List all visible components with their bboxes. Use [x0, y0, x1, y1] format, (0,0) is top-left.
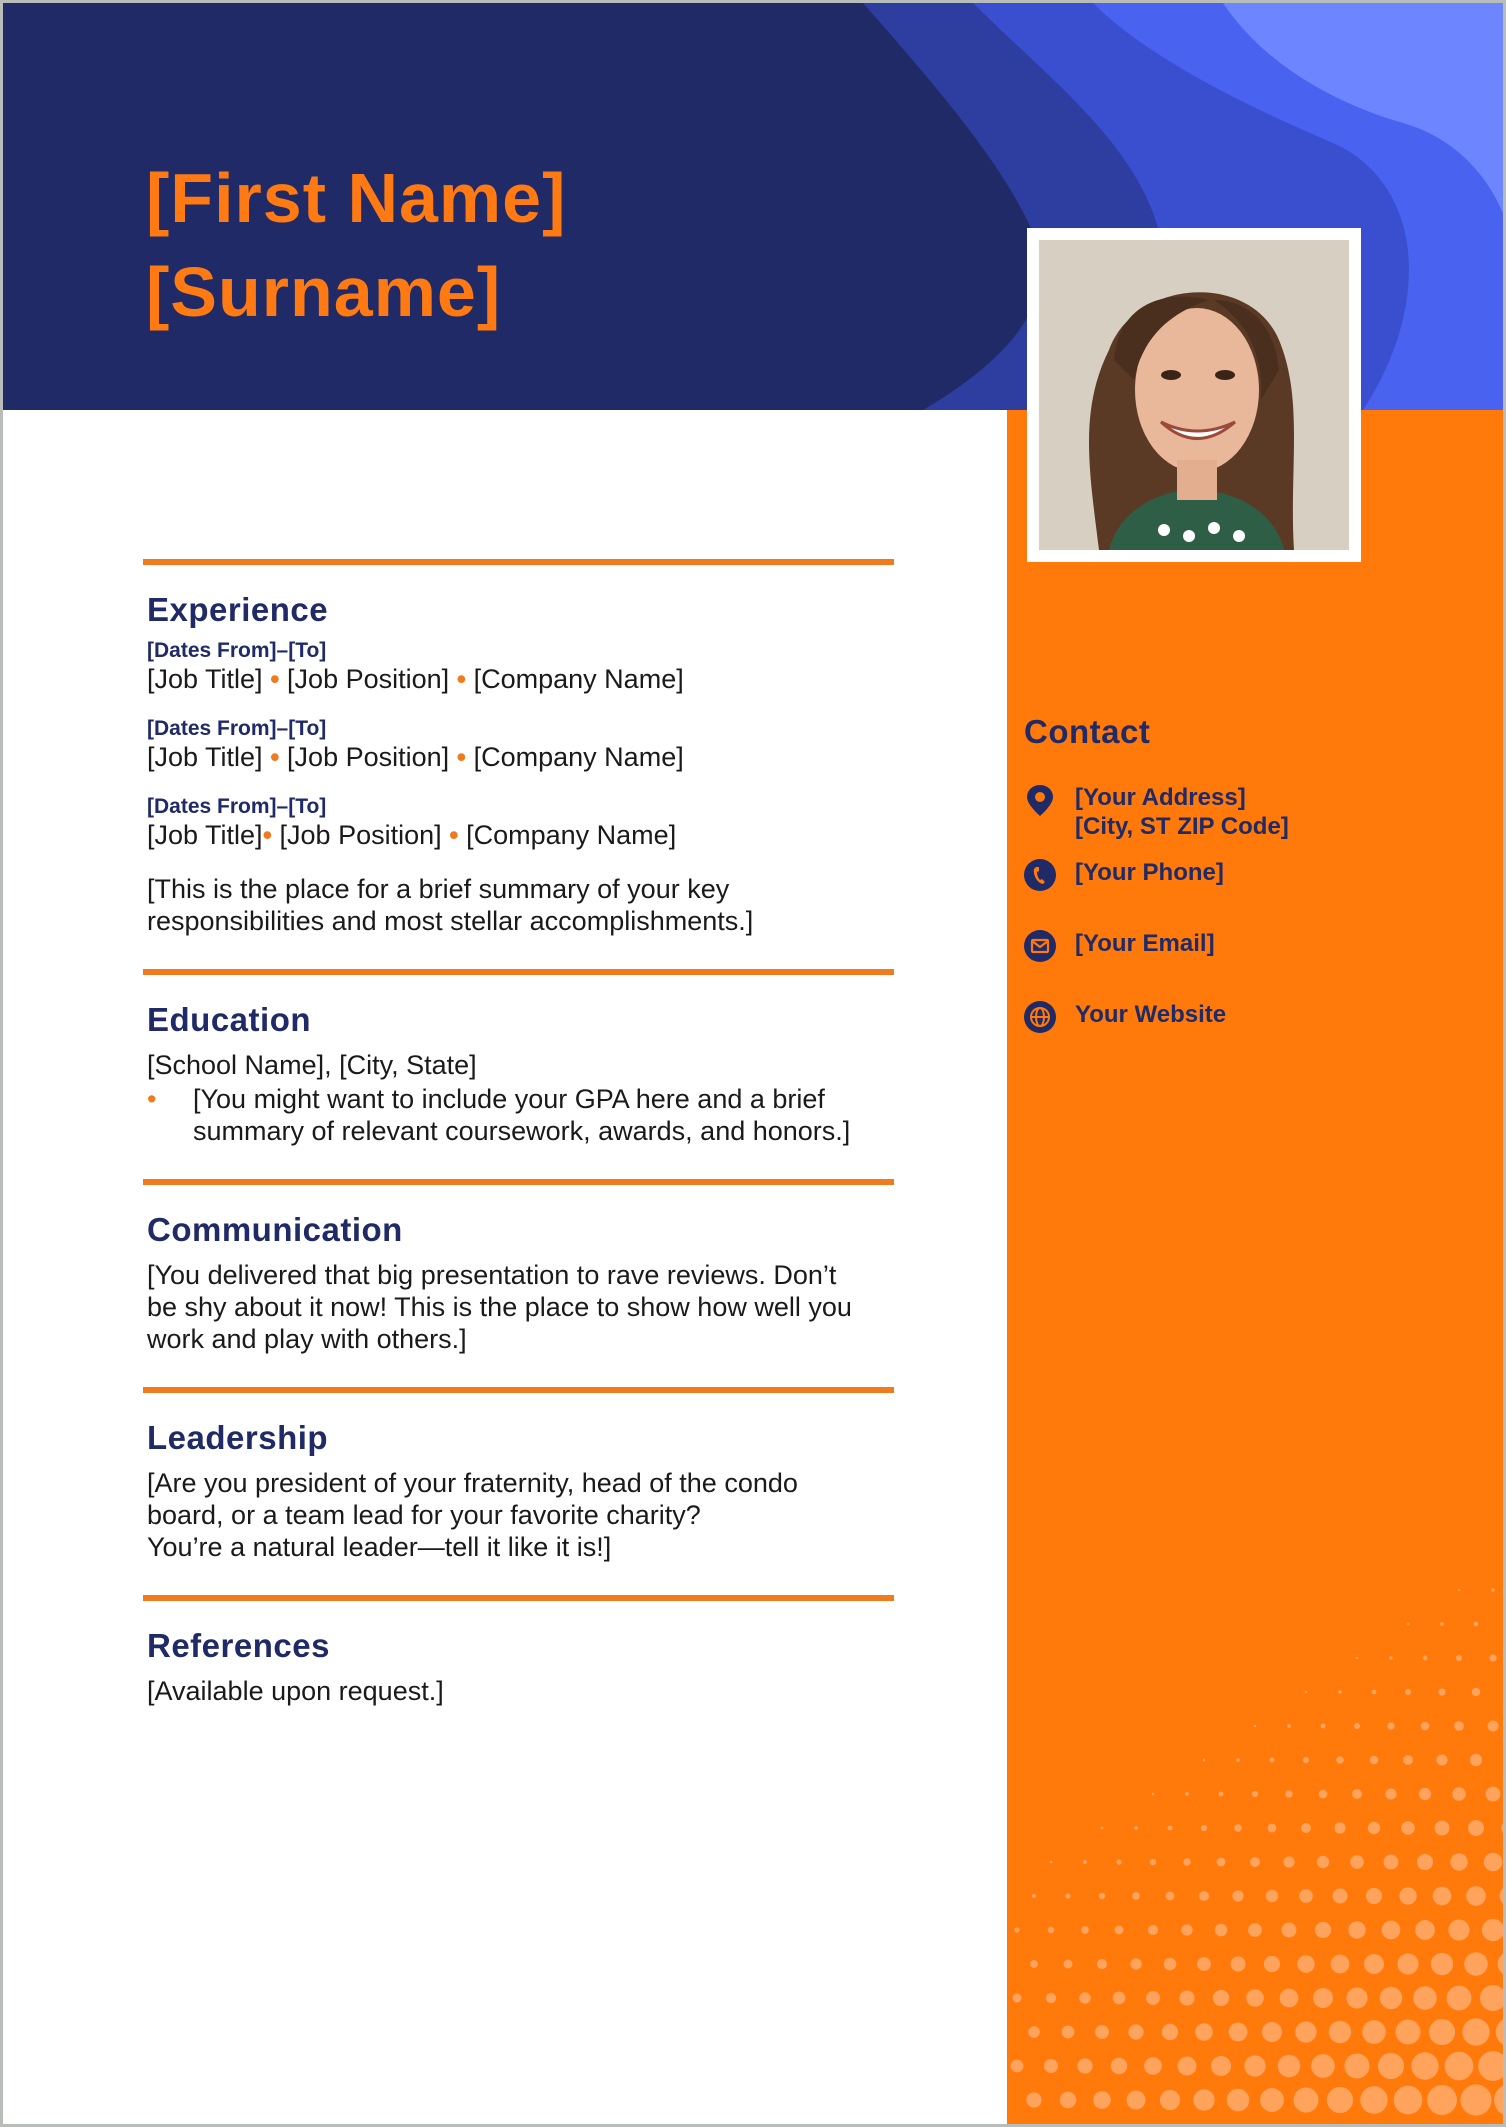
- surname: [Surname]: [146, 253, 502, 331]
- halftone-dot: [1065, 1893, 1070, 1898]
- halftone-dot: [1030, 1960, 1038, 1968]
- address-line: [Your Address]: [1075, 784, 1246, 811]
- halftone-dot: [1203, 1759, 1206, 1762]
- halftone-dot: [1417, 1854, 1433, 1870]
- company-name: [Company Name]: [473, 664, 684, 694]
- summary-line: [This is the place for a brief summary of your key: [147, 874, 730, 904]
- halftone-dot: [1488, 1721, 1499, 1732]
- halftone-dot: [1474, 1622, 1479, 1627]
- halftone-dot: [1285, 1790, 1292, 1797]
- halftone-dot: [1456, 1655, 1462, 1661]
- halftone-dot: [1199, 1891, 1209, 1901]
- halftone-dot: [1333, 1889, 1348, 1904]
- text-line: You’re a natural leader—tell it like it is!]: [147, 1532, 612, 1562]
- halftone-dot: [1230, 1956, 1245, 1971]
- halftone-dot: [1181, 1924, 1192, 1935]
- halftone-dot: [1484, 1853, 1503, 1872]
- halftone-dot: [1331, 1955, 1350, 1974]
- halftone-dot: [1278, 2055, 1301, 2078]
- experience-dates: [Dates From]–[To]: [147, 639, 327, 662]
- halftone-dot: [1132, 1892, 1140, 1900]
- separator-dot: •: [262, 820, 280, 850]
- email-icon: [1023, 929, 1057, 963]
- text-line: be shy about it now! This is the place to show how well you: [147, 1292, 852, 1322]
- halftone-dot: [1270, 1758, 1275, 1763]
- halftone-dot: [1195, 2023, 1213, 2041]
- text-line: [Are you president of your fraternity, head of the condo: [147, 1468, 798, 1498]
- halftone-dot: [1254, 1725, 1256, 1727]
- halftone-dot: [1384, 1855, 1399, 1870]
- portrait-image: [1039, 240, 1349, 550]
- address-text: [1075, 783, 1289, 841]
- bullet-line: [You might want to include your GPA here and a brief: [193, 1084, 825, 1114]
- halftone-dot: [1250, 1857, 1260, 1867]
- halftone-dot: [1283, 1856, 1294, 1867]
- halftone-dot: [1354, 1723, 1360, 1729]
- halftone-dot: [1232, 1890, 1243, 1901]
- halftone-dot: [1329, 2021, 1351, 2043]
- separator-dot: •: [270, 664, 288, 694]
- halftone-dot: [1264, 1956, 1280, 1972]
- main-column: [143, 559, 894, 1707]
- halftone-dot: [1458, 1589, 1460, 1591]
- halftone-dot: [1046, 1993, 1056, 2003]
- halftone-dot: [1436, 1754, 1447, 1765]
- halftone-dot: [1496, 2018, 1506, 2047]
- halftone-dot: [1478, 2051, 1506, 2081]
- halftone-dot: [1317, 1856, 1329, 1868]
- experience-entry: [143, 639, 894, 695]
- halftone-dot: [1362, 2020, 1386, 2044]
- leadership-heading: Leadership: [147, 1419, 329, 1456]
- section-divider: [143, 1387, 894, 1393]
- halftone-dot: [1348, 1921, 1365, 1938]
- halftone-dot: [1099, 1893, 1105, 1899]
- education-bullet: [147, 1083, 890, 1147]
- halftone-dot: [1435, 1821, 1450, 1836]
- halftone-dot: [1229, 2023, 1248, 2042]
- halftone-dot: [1050, 1861, 1053, 1864]
- globe-icon: [1023, 1000, 1057, 1034]
- first-name: [First Name]: [146, 159, 567, 237]
- halftone-dot: [1405, 1689, 1411, 1695]
- halftone-dot: [1447, 1986, 1472, 2011]
- school-name: [School Name], [City, State]: [147, 1050, 477, 1080]
- halftone-dot: [1280, 1989, 1299, 2008]
- halftone-dot: [1062, 2026, 1075, 2039]
- halftone-dot: [1127, 2091, 1146, 2110]
- halftone-dot: [1079, 1992, 1090, 2003]
- halftone-dot: [1077, 2058, 1092, 2073]
- contact-phone: [1023, 858, 1224, 892]
- halftone-dot: [1281, 1922, 1296, 1937]
- halftone-dot: [1012, 1993, 1021, 2002]
- halftone-dot: [1044, 2059, 1058, 2073]
- halftone-dot: [1419, 1788, 1431, 1800]
- halftone-dot: [1134, 1826, 1138, 1830]
- halftone-dot: [1183, 1858, 1191, 1866]
- halftone-dot: [1440, 1622, 1443, 1625]
- education-heading: Education: [147, 1001, 312, 1038]
- communication-text: [147, 1259, 890, 1355]
- halftone-dot: [1064, 1960, 1073, 1969]
- summary-line: responsibilities and most stellar accomplishments.]: [147, 906, 754, 936]
- halftone-dot: [1144, 2057, 1162, 2075]
- separator-dot: •: [456, 664, 474, 694]
- halftone-dot: [1193, 2089, 1214, 2110]
- halftone-dot: [1321, 1724, 1326, 1729]
- halftone-dot: [1101, 1827, 1104, 1830]
- contact-address: [1023, 783, 1289, 841]
- halftone-dot: [1167, 1825, 1172, 1830]
- section-divider: [143, 1595, 894, 1601]
- halftone-dot: [1403, 1755, 1413, 1765]
- education-bullet-text: [193, 1083, 850, 1147]
- section-divider: [143, 1179, 894, 1185]
- phone-icon: [1023, 858, 1057, 892]
- halftone-dot: [1401, 1821, 1415, 1835]
- halftone-dot: [1301, 1823, 1311, 1833]
- contact-sidebar: [1007, 410, 1506, 2127]
- experience-summary: [147, 873, 890, 937]
- halftone-dot: [1415, 1920, 1435, 1940]
- halftone-dot: [1150, 1859, 1156, 1865]
- halftone-dot: [1115, 1926, 1124, 1935]
- job-title: [Job Title]: [147, 742, 263, 772]
- halftone-dot: [1454, 1721, 1464, 1731]
- halftone-dot: [1448, 1919, 1469, 1940]
- halftone-dot: [1146, 1991, 1160, 2005]
- halftone-dot: [1293, 2087, 1318, 2112]
- company-name: [Company Name]: [466, 820, 677, 850]
- halftone-dot: [1248, 1923, 1262, 1937]
- halftone-dot: [1413, 1986, 1437, 2010]
- applicant-name: [146, 151, 566, 339]
- halftone-dot: [1303, 1757, 1309, 1763]
- phone-text: [Your Phone]: [1075, 859, 1224, 886]
- halftone-dot: [1468, 1820, 1484, 1836]
- halftone-dot: [1266, 1890, 1279, 1903]
- halftone-dot: [1438, 1688, 1445, 1695]
- halftone-dot: [1489, 1654, 1496, 1661]
- job-title: [Job Title]: [147, 820, 263, 850]
- text-line: board, or a team lead for your favorite charity?: [147, 1500, 701, 1530]
- halftone-dot: [1311, 2054, 1335, 2078]
- separator-dot: •: [449, 820, 467, 850]
- halftone-dot: [1394, 2086, 1423, 2115]
- halftone-dot: [1499, 1885, 1506, 1906]
- references-text: [Available upon request.]: [147, 1676, 444, 1706]
- halftone-dot: [1356, 1657, 1358, 1659]
- halftone-dot: [1111, 2058, 1127, 2074]
- halftone-dot: [1421, 1722, 1430, 1731]
- contact-website: [1023, 1000, 1226, 1034]
- halftone-dot: [1345, 2054, 1370, 2079]
- website-text: Your Website: [1075, 1001, 1227, 1028]
- halftone-dot: [1095, 2025, 1109, 2039]
- halftone-dot: [1498, 1952, 1506, 1977]
- text-line: [You delivered that big presentation to rave reviews. Don’t: [147, 1260, 837, 1290]
- separator-dot: •: [456, 742, 474, 772]
- halftone-dot: [1014, 1927, 1019, 1932]
- halftone-dot: [1236, 1758, 1240, 1762]
- bullet-icon: •: [147, 1084, 157, 1114]
- halftone-dot: [1334, 1822, 1345, 1833]
- halftone-dot: [1262, 2022, 1282, 2042]
- halftone-dot: [1429, 2019, 1455, 2045]
- halftone-dot: [1364, 1954, 1384, 1974]
- halftone-dot: [1113, 1992, 1126, 2005]
- halftone-dot: [1350, 1855, 1364, 1869]
- halftone-dot: [1160, 2090, 1180, 2110]
- halftone-dot: [1032, 1894, 1036, 1898]
- halftone-dot: [1378, 2053, 1404, 2079]
- contact-email: [1023, 929, 1215, 963]
- halftone-dot: [1244, 2055, 1265, 2076]
- halftone-dot: [1327, 2087, 1353, 2113]
- halftone-dot: [1252, 1791, 1258, 1797]
- halftone-dot: [1338, 1690, 1342, 1694]
- halftone-dot: [1026, 2092, 1041, 2107]
- halftone-dot: [1360, 2086, 1387, 2113]
- bullet-line: summary of relevant coursework, awards, and honors.]: [193, 1116, 851, 1146]
- text-line: work and play with others.]: [147, 1324, 467, 1354]
- halftone-dot: [1368, 1822, 1380, 1834]
- halftone-dot: [1433, 1887, 1452, 1906]
- halftone-dot: [1215, 1924, 1228, 1937]
- halftone-dot: [1201, 1825, 1207, 1831]
- halftone-dot: [1396, 2020, 1421, 2045]
- experience-jobline: [147, 663, 890, 695]
- halftone-dot: [1162, 2024, 1178, 2040]
- halftone-dot: [1452, 1787, 1466, 1801]
- halftone-dot: [1352, 1789, 1362, 1799]
- experience-entry: [143, 795, 894, 851]
- email-text: [Your Email]: [1075, 930, 1215, 957]
- halftone-dot: [1081, 1926, 1089, 1934]
- halftone-dot: [1486, 1787, 1501, 1802]
- halftone-dot: [1346, 1987, 1367, 2008]
- experience-jobline: [147, 741, 890, 773]
- halftone-dots-decoration: [1007, 410, 1506, 2127]
- halftone-dot: [1011, 2060, 1024, 2073]
- halftone-dot: [1227, 2089, 1250, 2112]
- halftone-dot: [1299, 1889, 1313, 1903]
- halftone-dot: [1295, 2021, 1316, 2042]
- halftone-dot: [1319, 1790, 1328, 1799]
- halftone-dot: [1372, 1690, 1377, 1695]
- halftone-dot: [1494, 2084, 1506, 2116]
- halftone-dot: [1217, 1858, 1226, 1867]
- halftone-dot: [1445, 2052, 1474, 2081]
- halftone-dot: [1246, 1989, 1264, 2007]
- location-pin-icon: [1023, 783, 1057, 817]
- halftone-dot: [1130, 1958, 1141, 1969]
- section-divider: [143, 969, 894, 975]
- profile-photo-frame: [1027, 228, 1361, 562]
- halftone-dot: [1260, 2088, 1284, 2112]
- halftone-dot: [1370, 1756, 1379, 1765]
- halftone-dot: [1164, 1958, 1177, 1971]
- halftone-dot: [1028, 2026, 1040, 2038]
- contact-heading: Contact: [1024, 713, 1151, 750]
- halftone-dot: [1491, 1588, 1494, 1591]
- halftone-dot: [1060, 2092, 1077, 2109]
- halftone-dot: [1185, 1792, 1189, 1796]
- halftone-dot: [1336, 1756, 1343, 1763]
- halftone-dot: [1482, 1919, 1504, 1941]
- references-heading: References: [147, 1627, 330, 1664]
- halftone-dot: [1407, 1623, 1409, 1625]
- section-divider: [143, 559, 894, 565]
- halftone-dot: [1297, 1955, 1314, 1972]
- company-name: [Company Name]: [473, 742, 684, 772]
- halftone-dot: [1211, 2056, 1231, 2076]
- halftone-dot: [1389, 1656, 1393, 1660]
- halftone-dot: [1470, 1754, 1482, 1766]
- profile-photo: [1039, 240, 1349, 550]
- halftone-dot: [1083, 1860, 1087, 1864]
- experience-entry: [143, 717, 894, 773]
- halftone-dot: [1305, 1691, 1307, 1693]
- leadership-text: [147, 1467, 890, 1563]
- halftone-dot: [1366, 1888, 1382, 1904]
- address-line: [City, ST ZIP Code]: [1075, 813, 1289, 840]
- halftone-dot: [1423, 1656, 1428, 1661]
- separator-dot: •: [270, 742, 288, 772]
- halftone-dot: [1399, 1887, 1416, 1904]
- halftone-dot: [1197, 1957, 1211, 1971]
- halftone-dot: [1093, 2091, 1111, 2109]
- halftone-dot: [1097, 1959, 1107, 1969]
- halftone-dot: [1385, 1788, 1396, 1799]
- halftone-dot: [1466, 1886, 1486, 1906]
- halftone-dot: [1397, 1953, 1418, 1974]
- halftone-dot: [1218, 1791, 1223, 1796]
- job-position: [Job Position]: [279, 820, 442, 850]
- experience-dates: [Dates From]–[To]: [147, 795, 327, 818]
- halftone-dot: [1315, 1922, 1331, 1938]
- experience-dates: [Dates From]–[To]: [147, 717, 327, 740]
- halftone-dot: [1234, 1824, 1242, 1832]
- halftone-dot: [1128, 2024, 1143, 2039]
- halftone-dot: [1152, 1793, 1155, 1796]
- halftone-dot: [1268, 1824, 1277, 1833]
- halftone-dot: [1387, 1722, 1394, 1729]
- halftone-dot: [1411, 2052, 1438, 2079]
- halftone-dot: [1472, 1688, 1480, 1696]
- job-position: [Job Position]: [287, 742, 450, 772]
- halftone-dot: [1116, 1859, 1121, 1864]
- halftone-dot: [1450, 1853, 1467, 1870]
- halftone-dot: [1382, 1921, 1401, 1940]
- halftone-dot: [1313, 1988, 1333, 2008]
- halftone-dot: [1148, 1925, 1158, 1935]
- halftone-dot: [1460, 2084, 1491, 2115]
- communication-heading: Communication: [147, 1211, 403, 1248]
- halftone-dot: [1287, 1724, 1291, 1728]
- halftone-dot: [1213, 1990, 1229, 2006]
- halftone-dot: [1501, 1819, 1506, 1836]
- halftone-dot: [1179, 1990, 1194, 2005]
- experience-heading: Experience: [147, 591, 329, 628]
- halftone-dot: [1431, 1953, 1453, 1975]
- halftone-dot: [1178, 2057, 1197, 2076]
- halftone-dot: [1464, 1952, 1488, 1976]
- halftone-dot: [1480, 1985, 1506, 2011]
- halftone-dot: [1462, 2018, 1489, 2045]
- halftone-dot: [1048, 1927, 1054, 1933]
- experience-jobline: [147, 819, 890, 851]
- job-title: [Job Title]: [147, 664, 263, 694]
- halftone-dot: [1427, 2085, 1457, 2115]
- job-position: [Job Position]: [287, 664, 450, 694]
- halftone-dot: [1166, 1892, 1175, 1901]
- halftone-dot: [1380, 1987, 1402, 2009]
